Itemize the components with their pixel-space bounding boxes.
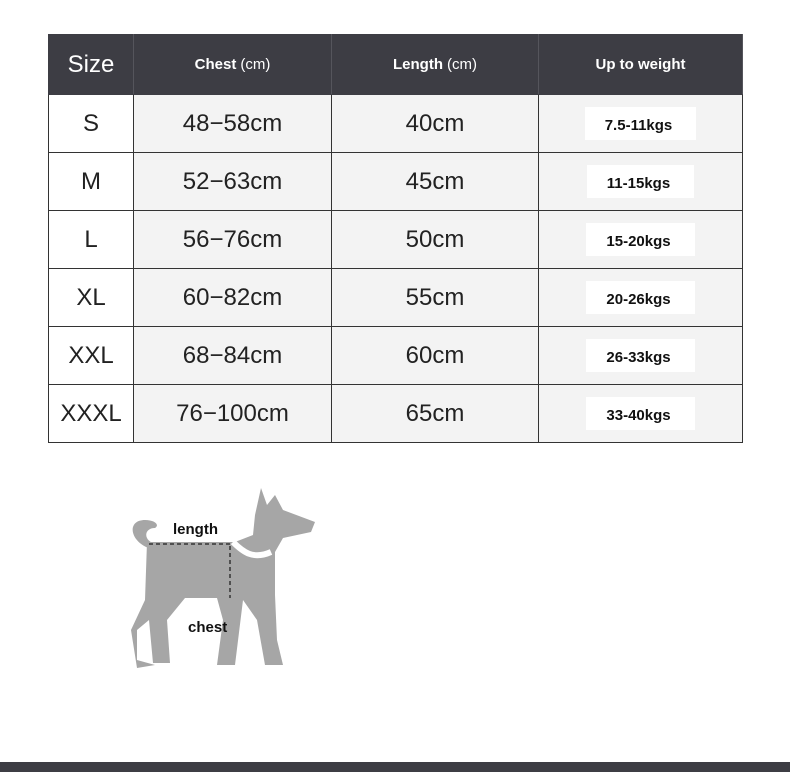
weight-cell: [539, 153, 743, 211]
weight-value: 20-26kgs: [586, 281, 694, 314]
size-cell: XL: [49, 269, 134, 327]
size-cell: XXL: [49, 327, 134, 385]
length-cell: 40cm: [332, 95, 539, 153]
weight-cell: [539, 211, 743, 269]
chest-cell: 56−76cm: [134, 211, 332, 269]
weight-value: 7.5-11kgs: [585, 107, 697, 140]
header-length: [332, 35, 539, 95]
weight-cell: [539, 95, 743, 153]
weight-cell: [539, 327, 743, 385]
length-cell: 60cm: [332, 327, 539, 385]
weight-value: 15-20kgs: [586, 223, 694, 256]
dog-measurement-diagram: [125, 480, 365, 680]
header-weight-label: Up to weight: [595, 55, 686, 73]
table-row: [49, 385, 743, 443]
header-chest-unit: (cm): [240, 55, 271, 73]
dog-silhouette-icon: [125, 480, 365, 680]
header-chest: [134, 35, 332, 95]
weight-value: 26-33kgs: [586, 339, 694, 372]
weight-cell: [539, 269, 743, 327]
weight-value: 33-40kgs: [586, 397, 694, 430]
header-chest-label: Chest: [194, 55, 237, 73]
header-weight: [539, 35, 743, 95]
size-chart-table: [48, 34, 743, 443]
chest-cell: 76−100cm: [134, 385, 332, 443]
length-label: length: [173, 521, 218, 538]
length-cell: 65cm: [332, 385, 539, 443]
chest-cell: 52−63cm: [134, 153, 332, 211]
header-length-unit: (cm): [447, 55, 477, 73]
length-cell: 50cm: [332, 211, 539, 269]
header-row: [49, 35, 743, 95]
size-cell: M: [49, 153, 134, 211]
bottom-bar: [0, 762, 790, 772]
chest-cell: 60−82cm: [134, 269, 332, 327]
chest-cell: 48−58cm: [134, 95, 332, 153]
table-row: [49, 211, 743, 269]
table-row: [49, 95, 743, 153]
length-cell: 55cm: [332, 269, 539, 327]
chest-cell: 68−84cm: [134, 327, 332, 385]
header-length-label: Length: [393, 55, 443, 73]
header-size: Size: [49, 35, 134, 95]
weight-value: 11-15kgs: [587, 165, 694, 198]
table-row: [49, 327, 743, 385]
size-cell: S: [49, 95, 134, 153]
size-cell: XXXL: [49, 385, 134, 443]
chest-label: chest: [188, 619, 228, 636]
weight-cell: [539, 385, 743, 443]
size-cell: L: [49, 211, 134, 269]
length-cell: 45cm: [332, 153, 539, 211]
table-row: [49, 153, 743, 211]
table-row: [49, 269, 743, 327]
